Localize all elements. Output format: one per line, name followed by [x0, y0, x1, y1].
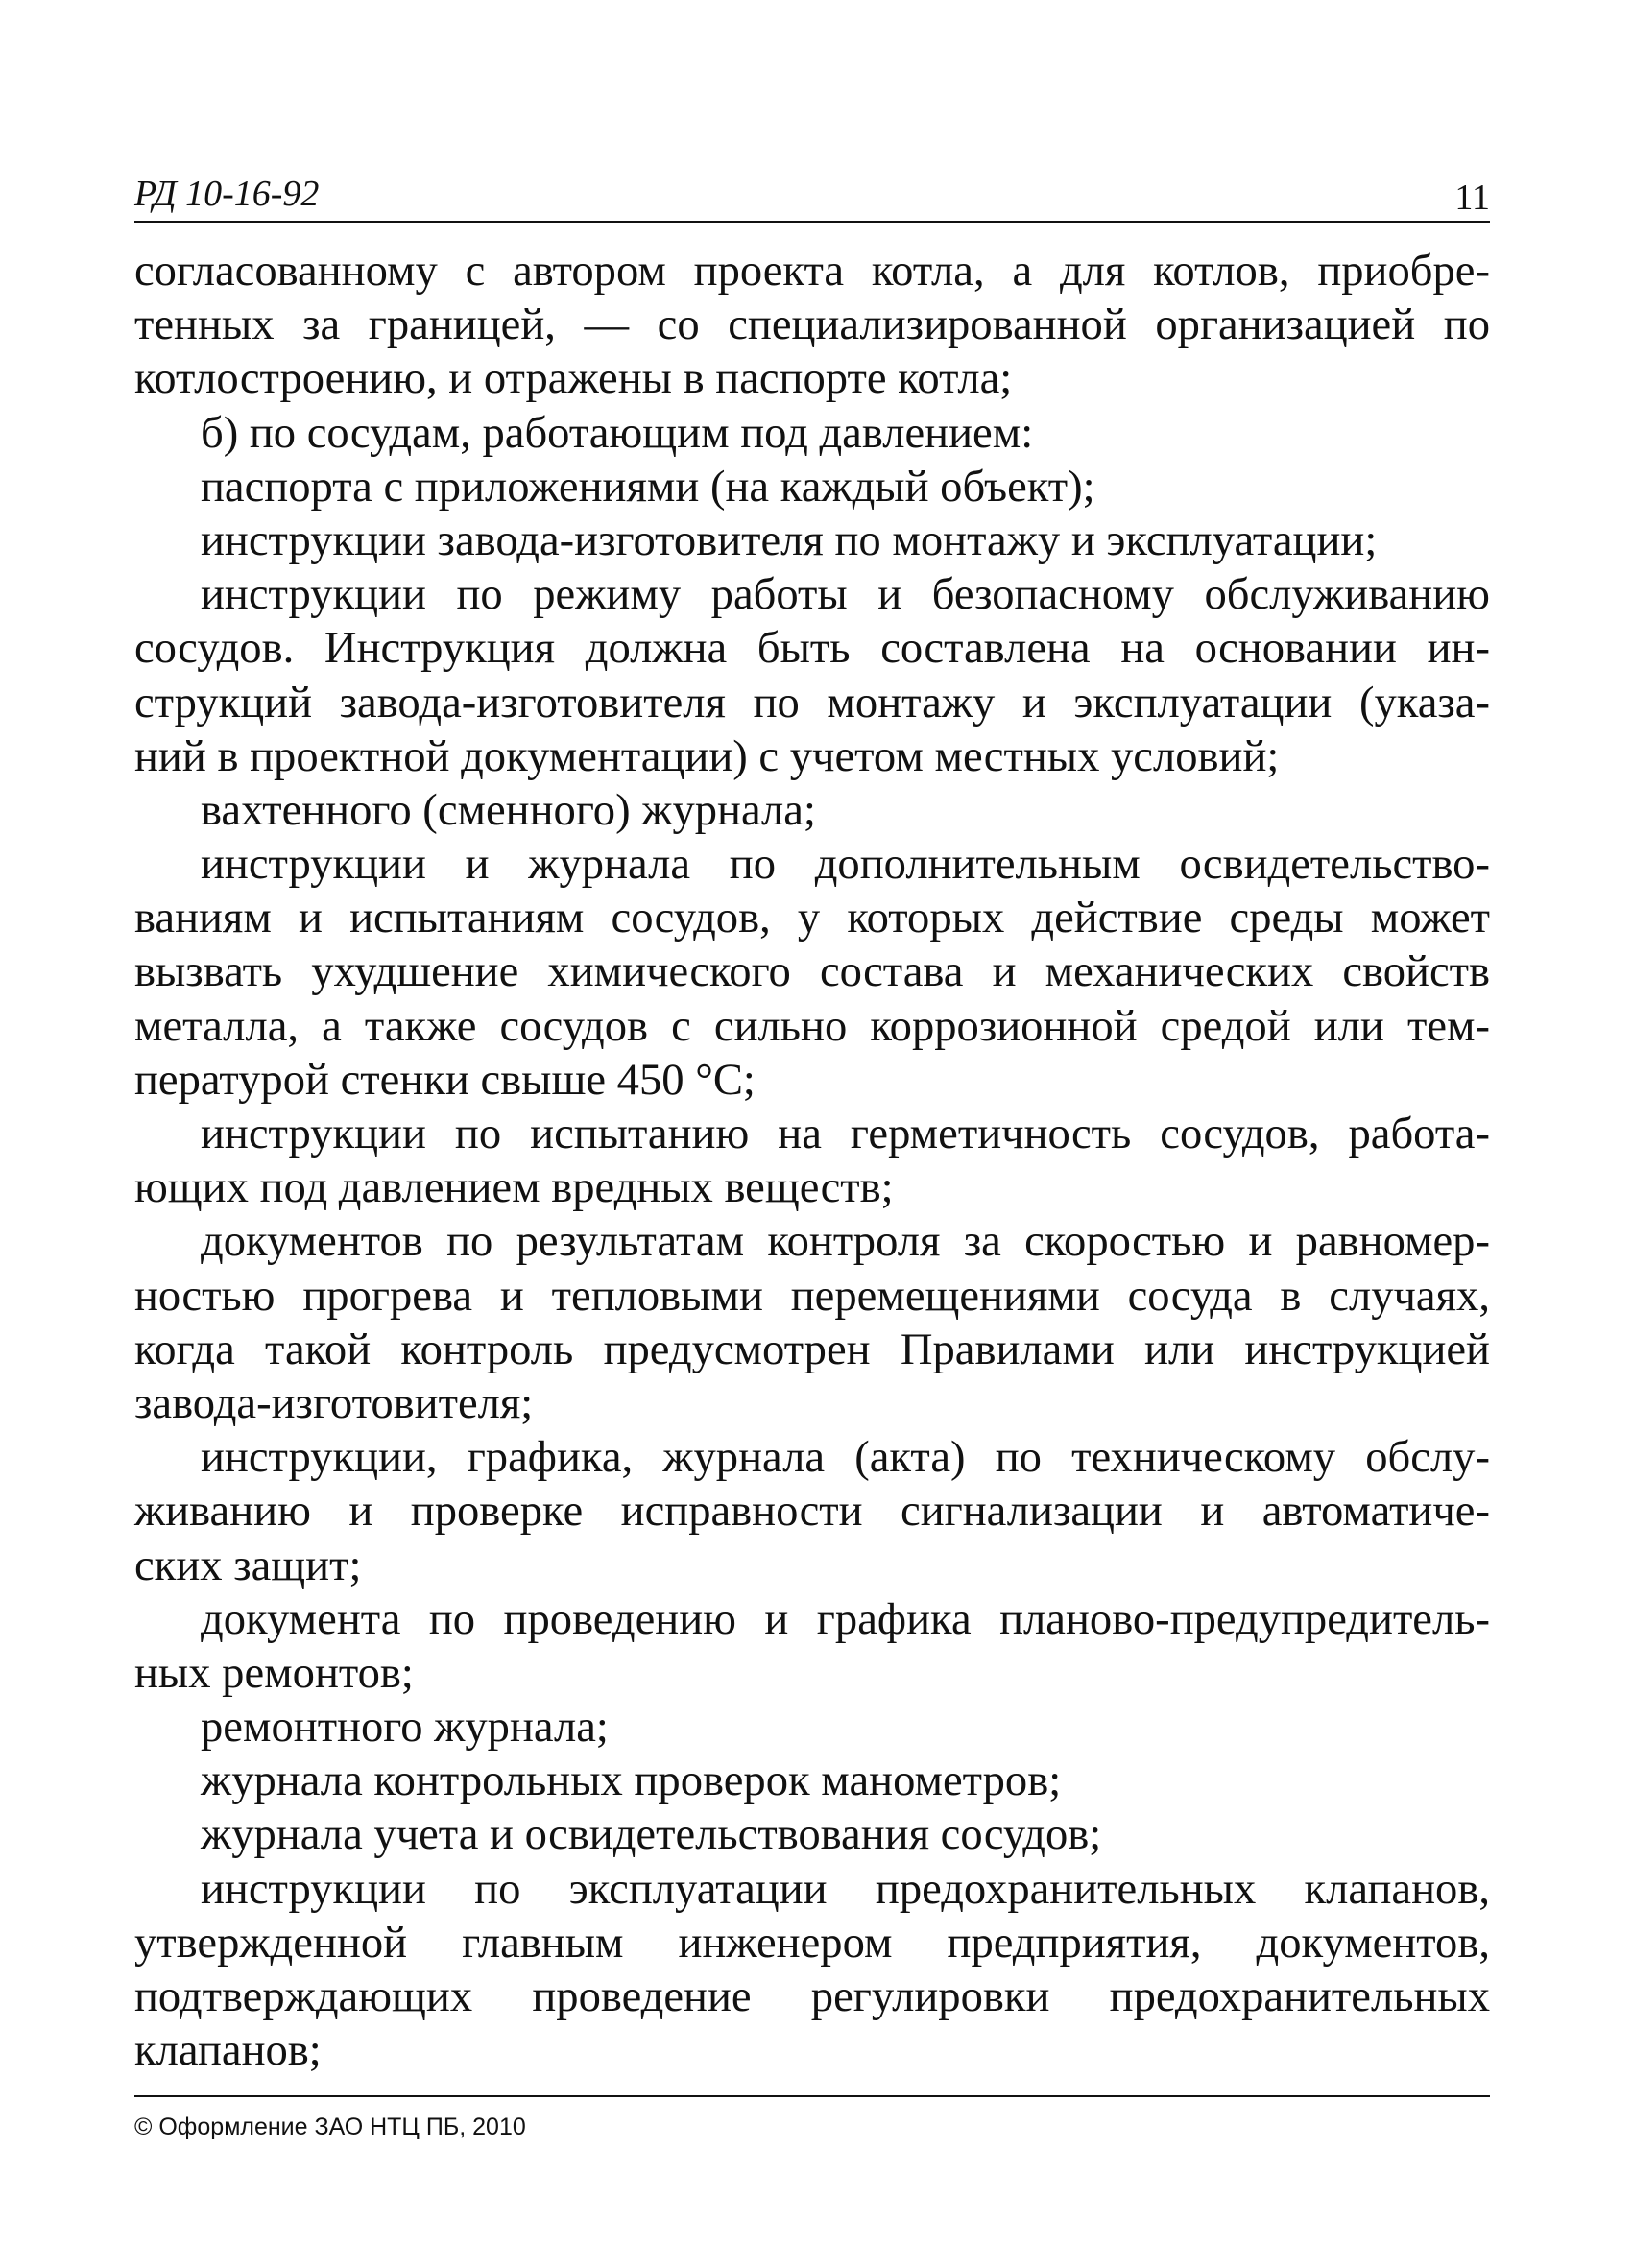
text-line: инструкции по эксплуатации предохранительных клапанов, — [201, 1863, 1490, 1914]
text-line: инструкции по режиму работы и безопасному обслуживанию — [201, 569, 1490, 620]
text-line: ний в проектной документации) с учетом местных условий; — [134, 730, 1280, 781]
text-line: живанию и проверке исправности сигнализации и автоматиче- — [134, 1486, 1490, 1537]
text-line: документов по результатам контроля за скоростью и равномер- — [201, 1216, 1490, 1267]
main-text — [134, 244, 1490, 2077]
text-line: металла, а также сосудов с сильно коррозионной средой или тем- — [134, 1000, 1490, 1051]
text-line: б) по сосудам, работающим под давлением: — [201, 407, 1034, 458]
text-line: инструкции и журнала по дополнительным освидетельство- — [201, 839, 1490, 890]
page-header — [134, 171, 1490, 221]
text-line: завода-изготовителя; — [134, 1377, 534, 1428]
document-code: РД 10-16-92 — [134, 174, 320, 214]
text-line: утвержденной главным инженером предприятия, документов, — [134, 1917, 1490, 1968]
text-line: ремонтного журнала; — [201, 1702, 609, 1753]
text-line: вахтенного (сменного) журнала; — [201, 784, 816, 835]
page-number: 11 — [1454, 178, 1490, 218]
text-line: подтверждающих проведение регулировки предохранительных — [134, 1971, 1490, 2021]
text-line: документа по проведению и графика планово-предупредитель- — [201, 1593, 1490, 1644]
text-line: клапанов; — [134, 2025, 322, 2076]
text-line: журнала контрольных проверок манометров; — [201, 1755, 1062, 1806]
text-line: ных ремонтов; — [134, 1647, 414, 1698]
text-line: струкций завода-изготовителя по монтажу и эксплуатации (указа- — [134, 677, 1490, 728]
text-line: когда такой контроль предусмотрен Правилами или инструкцией — [134, 1324, 1490, 1374]
header-divider — [134, 221, 1490, 223]
text-line: котлостроению, и отражены в паспорте котла; — [134, 353, 1013, 404]
text-line: ваниям и испытаниям сосудов, у которых действие среды может — [134, 893, 1490, 943]
text-line: инструкции, графика, журнала (акта) по техническому обслу- — [201, 1432, 1490, 1483]
footer-divider — [134, 2095, 1490, 2097]
text-line: пературой стенки свыше 450 °С; — [134, 1054, 756, 1105]
text-line: вызвать ухудшение химического состава и механических свойств — [134, 946, 1490, 997]
text-line: ских защит; — [134, 1540, 362, 1590]
text-line: инструкции завода-изготовителя по монтажу и эксплуатации; — [201, 514, 1378, 565]
text-line: ностью прогрева и тепловыми перемещениями сосуда в случаях, — [134, 1270, 1490, 1321]
text-line: согласованному с автором проекта котла, а для котлов, приобре- — [134, 246, 1490, 296]
text-line: ющих под давлением вредных веществ; — [134, 1162, 894, 1213]
text-line: паспорта с приложениями (на каждый объект); — [201, 461, 1095, 512]
text-line: журнала учета и освидетельствования сосудов; — [201, 1809, 1102, 1860]
text-line: сосудов. Инструкция должна быть составлена на основании ин- — [134, 623, 1490, 674]
text-line: тенных за границей, — со специализированной организацией по — [134, 299, 1490, 350]
text-line: инструкции по испытанию на герметичность сосудов, работа- — [201, 1109, 1490, 1158]
footer-copyright: © Оформление ЗАО НТЦ ПБ, 2010 — [134, 2113, 526, 2140]
